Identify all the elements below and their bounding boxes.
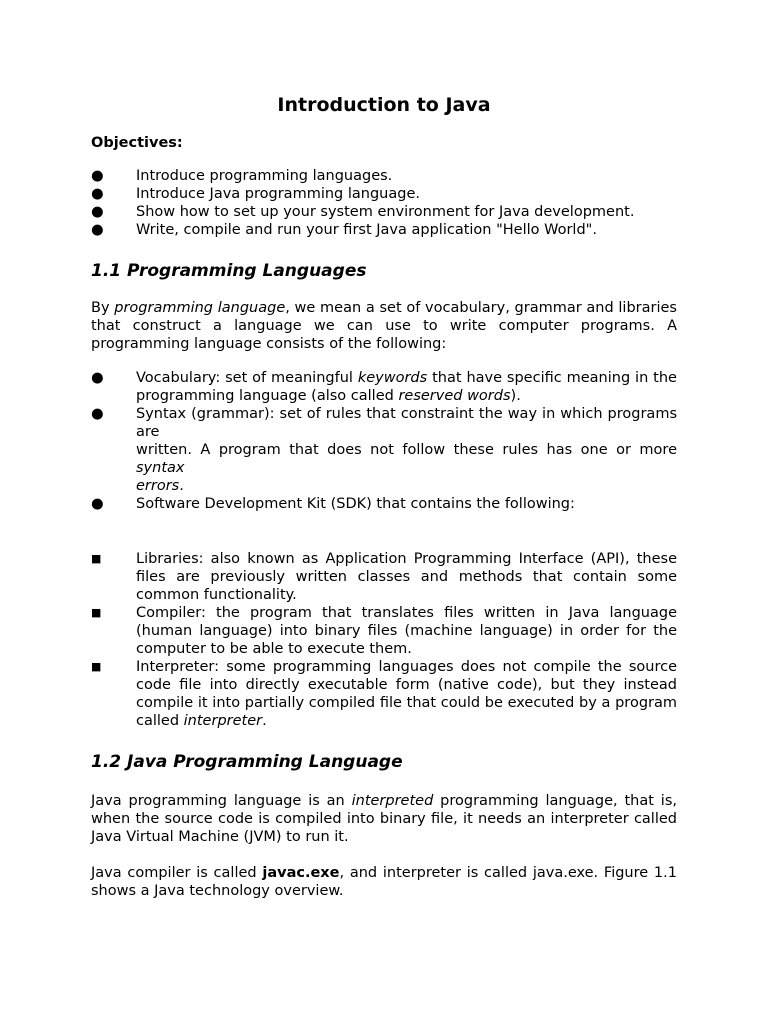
bullet-icon: ●: [91, 168, 104, 184]
list-item-compiler: ■ Compiler: the program that translates files written in Java language (human language) into binary files (machine language) in order for the computer to be able to execute them.: [91, 605, 677, 657]
objectives-list: [91, 167, 677, 239]
components-list: [91, 369, 677, 513]
objectives-heading: Objectives:: [91, 135, 183, 151]
intro-paragraph: By programming language, we mean a set of vocabulary, grammar and libraries that construct a language we can use to write computer programs. A programming language consists of the following:: [91, 300, 677, 352]
bullet-icon: ●: [91, 370, 104, 386]
square-bullet-icon: ■: [91, 660, 102, 673]
list-item: ● Show how to set up your system environment for Java development.: [91, 204, 635, 220]
bullet-icon: ●: [91, 222, 104, 238]
sdk-sublist: [91, 550, 677, 730]
list-item: ● Introduce programming languages.: [91, 168, 393, 184]
bullet-icon: ●: [91, 204, 104, 220]
list-item-syntax: ● Syntax (grammar): set of rules that constraint the way in which programs are written. A program that does not follow these rules has one or more syntax errors.: [91, 406, 677, 494]
bullet-icon: ●: [91, 496, 104, 512]
square-bullet-icon: ■: [91, 606, 102, 619]
section-heading-java-programming-language: 1.2 Java Programming Language: [91, 752, 403, 772]
list-item-interpreter: ■ Interpreter: some programming languages does not compile the source code file into directly executable form (native code), but they instead compile it into partially compiled file that could be executed by a program called interpreter.: [91, 659, 677, 729]
list-item: ● Write, compile and run your first Java application "Hello World".: [91, 222, 597, 238]
square-bullet-icon: ■: [91, 552, 102, 565]
page-title: Introduction to Java: [277, 94, 491, 116]
list-item: ● Introduce Java programming language.: [91, 186, 420, 202]
list-item-vocabulary: ● Vocabulary: set of meaningful keywords that have specific meaning in the programming language (also called reserved words).: [91, 370, 677, 404]
list-item-sdk: ● Software Development Kit (SDK) that contains the following:: [91, 496, 575, 512]
java-compiler-paragraph: Java compiler is called javac.exe, and interpreter is called java.exe. Figure 1.1 shows a Java technology overview.: [91, 865, 677, 899]
java-intro-paragraph: Java programming language is an interpreted programming language, that is, when the source code is compiled into binary file, it needs an interpreter called Java Virtual Machine (JVM) to run it.: [91, 793, 677, 845]
section-heading-programming-languages: 1.1 Programming Languages: [91, 261, 367, 281]
bullet-icon: ●: [91, 406, 104, 422]
list-item-libraries: ■ Libraries: also known as Application Programming Interface (API), these files are previously written classes and methods that contain some common functionality.: [91, 551, 677, 603]
bullet-icon: ●: [91, 186, 104, 202]
